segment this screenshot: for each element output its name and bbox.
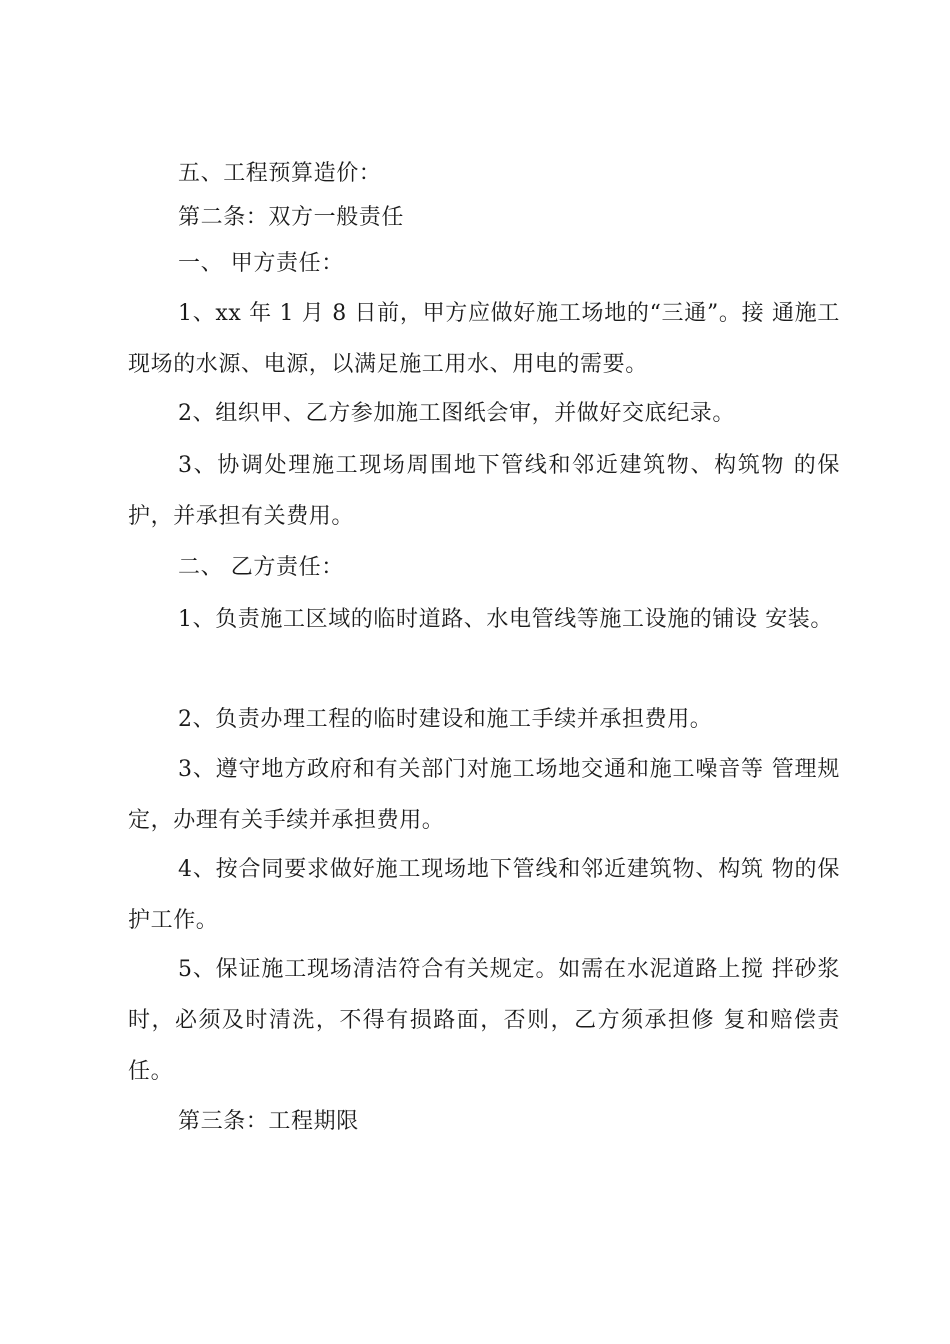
clause-a-1: 1、xx 年 1 月 8 日前，甲方应做好施工场地的“三通”。接 通施工现场的水源、电源，以满足施工用水、用电的需要。 — [128, 301, 840, 377]
clause-b-2: 2、负责办理工程的临时建设和施工手续并承担费用。 — [178, 707, 713, 732]
clause-b-5: 5、保证施工现场清洁符合有关规定。如需在水泥道路上搅 拌砂浆时，必须及时清洗，不得有损路面，否则，乙方须承担修 复和赔偿责任。 — [128, 957, 840, 1084]
clause-b-4: 4、按合同要求做好施工现场地下管线和邻近建筑物、构筑 物的保护工作。 — [128, 857, 840, 933]
article-heading-3: 第三条：工程期限 — [178, 1109, 359, 1134]
clause-b-3: 3、遵守地方政府和有关部门对施工场地交通和施工噪音等 管理规定，办理有关手续并承担费用。 — [128, 757, 840, 833]
clause-a-3: 3、协调处理施工现场周围地下管线和邻近建筑物、构筑物 的保护，并承担有关费用。 — [128, 453, 840, 529]
subsection-heading-party-a: 一、 甲方责任： — [178, 251, 344, 276]
clause-b-1: 1、负责施工区域的临时道路、水电管线等施工设施的铺设 安装。 — [178, 607, 833, 632]
clause-a-2: 2、组织甲、乙方参加施工图纸会审，并做好交底纪录。 — [178, 401, 735, 426]
article-heading-2: 第二条：双方一般责任 — [178, 205, 405, 230]
section-heading-budget: 五、工程预算造价： — [178, 161, 382, 186]
subsection-heading-party-b: 二、 乙方责任： — [178, 555, 344, 580]
